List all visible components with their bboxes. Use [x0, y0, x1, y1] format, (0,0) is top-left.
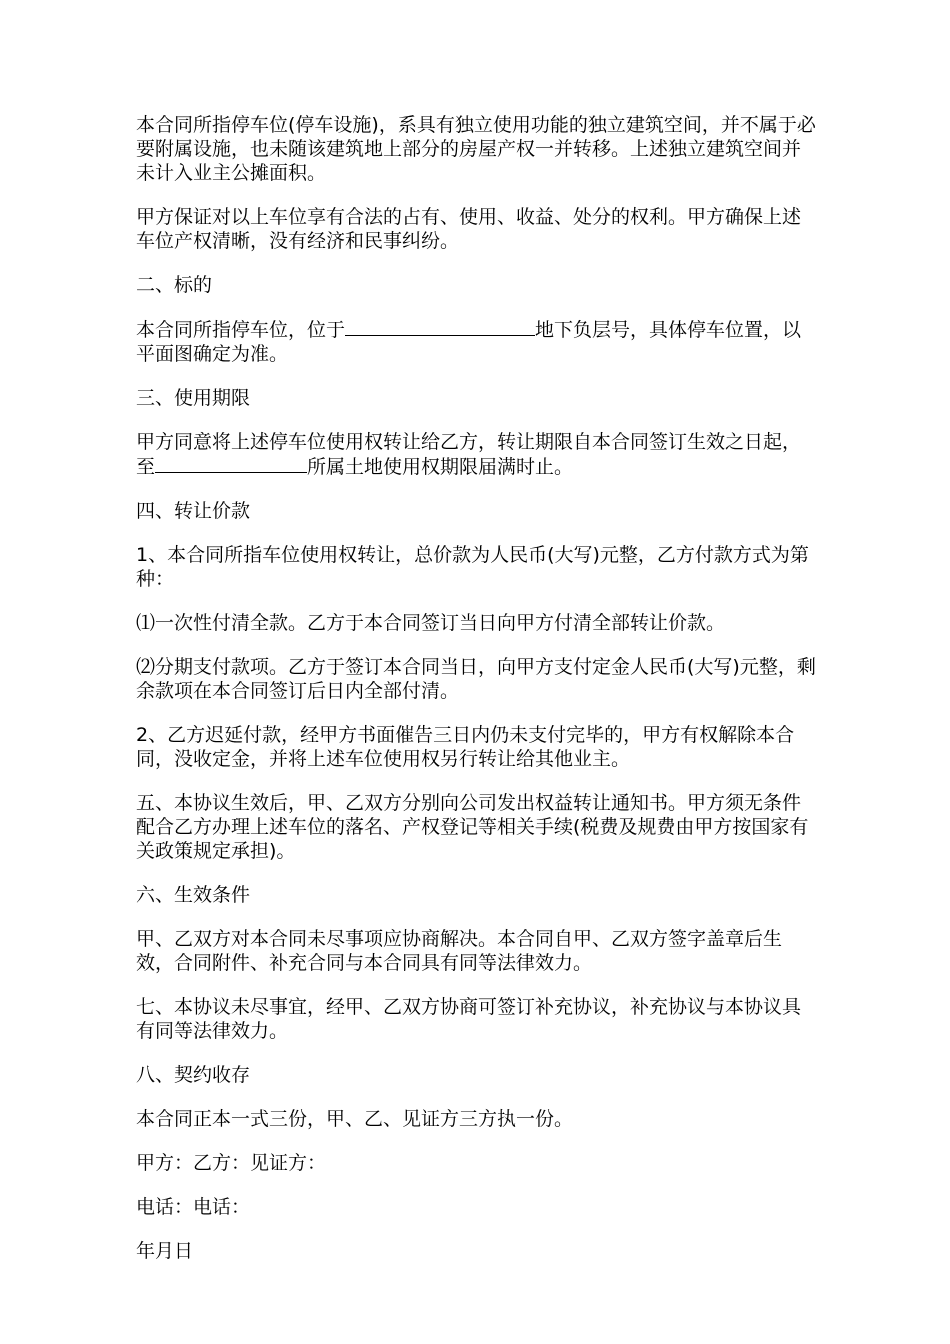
heading-term: 三、使用期限: [136, 387, 251, 409]
location-text-after: 地下负层号，具体停车位置，以平面图确定为准。: [136, 319, 802, 365]
paragraph-late-payment: 2、乙方迟延付款，经甲方书面催告三日内仍未支付完毕的，甲方有权解除本合同，没收定金，并将上述车位使用权另行转让给其他业主。: [136, 724, 795, 770]
paragraph-copies-count: 本合同正本一式三份，甲、乙、见证方三方执一份。: [136, 1108, 574, 1130]
document-page: [136, 113, 816, 1283]
paragraph-installment-payment: ⑵分期支付款项。乙方于签订本合同当日，向甲方支付定金人民币(大写)元整，剩余款项在本合同签订后日内全部付清。: [136, 656, 816, 702]
heading-transfer-price: 四、转让价款: [136, 500, 251, 522]
paragraph-transfer-term: [136, 430, 816, 479]
heading-effective-conditions: 六、生效条件: [136, 884, 251, 906]
signature-date-line: 年月日: [136, 1240, 194, 1262]
paragraph-parking-location: [136, 317, 816, 366]
term-text-before: 甲方同意将上述停车位使用权转让给乙方，转让期限自本合同签订生效之日起，至: [136, 431, 802, 478]
signature-parties-line: 甲方：乙方：见证方：: [136, 1152, 327, 1174]
paragraph-party-a-guarantee: 甲方保证对以上车位享有合法的占有、使用、收益、处分的权利。甲方确保上述车位产权清晰，没有经济和民事纠纷。: [136, 206, 802, 252]
signature-phone-line: 电话：电话：: [136, 1196, 251, 1218]
location-text-before: 本合同所指停车位，位于: [136, 319, 346, 341]
paragraph-rights-transfer-notice: 五、本协议生效后，甲、乙双方分别向公司发出权益转让通知书。甲方须无条件配合乙方办理上述车位的落名、产权登记等相关手续(税费及规费由甲方按国家有关政策规定承担)。: [136, 792, 809, 862]
paragraph-lump-sum-payment: ⑴一次性付清全款。乙方于本合同签订当日向甲方付清全部转让价款。: [136, 612, 726, 634]
location-blank-line: [345, 317, 535, 336]
paragraph-total-price: 1、本合同所指车位使用权转让，总价款为人民币(大写)元整，乙方付款方式为第种：: [136, 544, 809, 590]
heading-subject: 二、标的: [136, 274, 213, 296]
heading-contract-copies: 八、契约收存: [136, 1064, 251, 1086]
term-text-after: 所属土地使用权期限届满时止。: [307, 456, 574, 478]
paragraph-parking-space-nature: 本合同所指停车位(停车设施)，系具有独立使用功能的独立建筑空间，并不属于必要附属设施，也未随该建筑地上部分的房屋产权一并转移。上述独立建筑空间并未计入业主公摊面积。: [136, 114, 816, 184]
term-blank-line: [155, 454, 307, 473]
paragraph-effectiveness: 甲、乙双方对本合同未尽事项应协商解决。本合同自甲、乙双方签字盖章后生效，合同附件、补充合同与本合同具有同等法律效力。: [136, 928, 783, 974]
paragraph-supplementary-agreement: 七、本协议未尽事宜，经甲、乙双方协商可签订补充协议，补充协议与本协议具有同等法律效力。: [136, 996, 802, 1042]
